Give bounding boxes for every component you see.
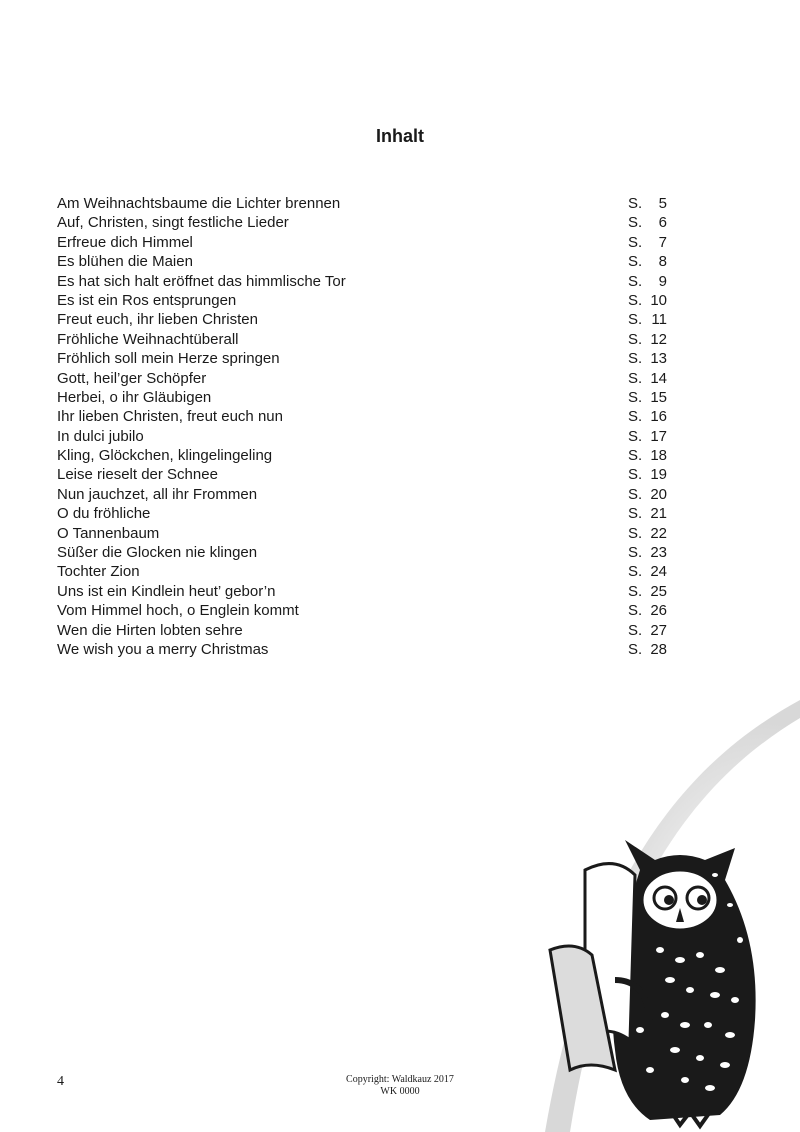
- toc-entry-title: Fröhlich soll mein Herze springen: [57, 350, 280, 368]
- toc-entry-title: Uns ist ein Kindlein heut’ gebor’n: [57, 582, 276, 600]
- toc-entry-page: [628, 252, 667, 271]
- toc-page-prefix: S.: [628, 291, 643, 309]
- toc-entry-title: Tochter Zion: [57, 563, 140, 581]
- toc-entry: [57, 543, 667, 562]
- toc-entry: [57, 621, 667, 640]
- toc-entry-title: Es ist ein Ros entsprungen: [57, 291, 237, 309]
- toc-entry-title: Leise rieselt der Schnee: [57, 466, 218, 484]
- toc-entry: [57, 252, 667, 271]
- toc-page-number: 25: [650, 582, 667, 600]
- toc-page-number: 27: [650, 621, 667, 639]
- toc-entry-title: Herbei, o ihr Gläubigen: [57, 388, 212, 406]
- toc-entry-page: [628, 640, 667, 659]
- toc-page-prefix: S.: [628, 272, 643, 290]
- toc-entry-title: Am Weihnachtsbaume die Lichter brennen: [57, 195, 341, 212]
- toc-page-prefix: S.: [628, 544, 643, 562]
- toc-page-prefix: S.: [628, 233, 643, 251]
- toc-entry: [57, 504, 667, 523]
- toc-entry: [57, 601, 667, 620]
- toc-entry-title: Erfreue dich Himmel: [57, 233, 193, 251]
- toc-page-number: 24: [650, 563, 667, 581]
- toc-entry: [57, 465, 667, 484]
- toc-entry: [57, 485, 667, 504]
- toc-page-prefix: S.: [628, 563, 643, 581]
- toc-page-number: 23: [650, 544, 667, 562]
- toc-page-number: 20: [650, 485, 667, 503]
- toc-page-number: 9: [658, 272, 667, 290]
- toc-entry-page: [628, 524, 667, 543]
- copyright-footer: [300, 1074, 500, 1098]
- toc-entry-page: [628, 330, 667, 349]
- toc-page-number: 7: [658, 233, 667, 251]
- toc-entry-title: Auf, Christen, singt festliche Lieder: [57, 214, 289, 232]
- toc-page-prefix: S.: [628, 524, 643, 542]
- toc-entry: [57, 213, 667, 232]
- toc-page-prefix: S.: [628, 253, 643, 271]
- toc-page-number: 15: [650, 388, 667, 406]
- owl-holding-book-icon: [530, 830, 790, 1130]
- toc-entry-page: [628, 194, 667, 213]
- toc-entry-page: [628, 446, 667, 465]
- toc-entry-page: [628, 233, 667, 252]
- toc-page-prefix: S.: [628, 330, 643, 348]
- toc-entry-page: [628, 272, 667, 291]
- toc-page-prefix: S.: [628, 388, 643, 406]
- toc-page-number: 10: [650, 291, 667, 309]
- toc-entry-title: Süßer die Glocken nie klingen: [57, 544, 258, 562]
- toc-page-prefix: S.: [628, 408, 643, 426]
- toc-page-number: 26: [650, 602, 667, 620]
- toc-page-prefix: S.: [628, 369, 643, 387]
- toc-page-number: 5: [658, 195, 667, 212]
- toc-entry-title: Fröhliche Weihnachtüberall: [57, 330, 239, 348]
- toc-entry-title: In dulci jubilo: [57, 427, 144, 445]
- toc-entry: [57, 349, 667, 368]
- toc-entry-title: We wish you a merry Christmas: [57, 640, 269, 658]
- toc-page-number: 17: [650, 427, 667, 445]
- toc-entry-page: [628, 213, 667, 232]
- toc-entry: [57, 310, 667, 329]
- toc-entry: [57, 640, 667, 659]
- toc-entry-title: O du fröhliche: [57, 505, 151, 523]
- toc-page-number: 19: [650, 466, 667, 484]
- copyright-text: Copyright: Waldkauz 2017: [346, 1074, 454, 1085]
- toc-entry: [57, 291, 667, 310]
- toc-entry-page: [628, 310, 667, 329]
- toc-entry-title: O Tannenbaum: [57, 524, 160, 542]
- toc-page-prefix: S.: [628, 621, 643, 639]
- document-code: WK 0000: [380, 1086, 420, 1097]
- toc-page-prefix: S.: [628, 485, 643, 503]
- toc-entry-page: [628, 349, 667, 368]
- toc-entry: [57, 194, 667, 213]
- toc-page-prefix: S.: [628, 447, 643, 465]
- toc-entry-page: [628, 465, 667, 484]
- toc-entry-page: [628, 407, 667, 426]
- toc-page-number: 22: [650, 524, 667, 542]
- toc-page-number: 13: [650, 350, 667, 368]
- toc-page-prefix: S.: [628, 582, 643, 600]
- toc-page-number: 18: [650, 447, 667, 465]
- toc-entry-title: Es hat sich halt eröffnet das himmlische Tor: [57, 272, 346, 290]
- toc-page-prefix: S.: [628, 214, 643, 232]
- toc-entry: [57, 524, 667, 543]
- toc-entry-page: [628, 427, 667, 446]
- toc-page-number: 14: [650, 369, 667, 387]
- toc-page-prefix: S.: [628, 427, 643, 445]
- toc-entry-page: [628, 388, 667, 407]
- toc-entry-page: [628, 601, 667, 620]
- toc-entry-page: [628, 582, 667, 601]
- toc-entry: [57, 272, 667, 291]
- toc-page-number: 8: [658, 253, 667, 271]
- toc-entry: [57, 446, 667, 465]
- page-number: 4: [57, 1074, 64, 1089]
- toc-page-number: 12: [650, 330, 667, 348]
- toc-entry-title: Ihr lieben Christen, freut euch nun: [57, 408, 283, 426]
- toc-entry: [57, 582, 667, 601]
- toc-entry-title: Nun jauchzet, all ihr Frommen: [57, 485, 258, 503]
- toc-entry: [57, 233, 667, 252]
- toc-entry-page: [628, 369, 667, 388]
- table-of-contents: [57, 194, 667, 659]
- page-title: Inhalt: [376, 126, 424, 146]
- toc-page-prefix: S.: [628, 505, 643, 523]
- toc-page-prefix: S.: [628, 311, 643, 329]
- toc-page-prefix: S.: [628, 602, 643, 620]
- toc-page-prefix: S.: [628, 466, 643, 484]
- toc-entry-title: Wen die Hirten lobten sehre: [57, 621, 243, 639]
- toc-page-number: 11: [651, 311, 667, 329]
- toc-page-number: 16: [650, 408, 667, 426]
- toc-entry-title: Vom Himmel hoch, o Englein kommt: [57, 602, 299, 620]
- toc-page-prefix: S.: [628, 640, 643, 658]
- toc-entry: [57, 407, 667, 426]
- toc-page-number: 28: [650, 640, 667, 658]
- toc-entry: [57, 562, 667, 581]
- toc-entry: [57, 388, 667, 407]
- toc-entry-page: [628, 543, 667, 562]
- toc-entry: [57, 330, 667, 349]
- toc-entry: [57, 369, 667, 388]
- toc-page-number: 6: [658, 214, 667, 232]
- toc-entry-title: Gott, heil’ger Schöpfer: [57, 369, 207, 387]
- toc-entry-title: Freut euch, ihr lieben Christen: [57, 311, 258, 329]
- toc-entry-title: Kling, Glöckchen, klingelingeling: [57, 447, 273, 465]
- toc-page-number: 21: [650, 505, 667, 523]
- toc-entry: [57, 427, 667, 446]
- toc-page-prefix: S.: [628, 350, 643, 368]
- toc-entry-page: [628, 562, 667, 581]
- toc-entry-title: Es blühen die Maien: [57, 253, 193, 271]
- toc-entry-page: [628, 291, 667, 310]
- toc-entry-page: [628, 485, 667, 504]
- toc-page-prefix: S.: [628, 195, 643, 212]
- toc-entry-page: [628, 504, 667, 523]
- toc-entry-page: [628, 621, 667, 640]
